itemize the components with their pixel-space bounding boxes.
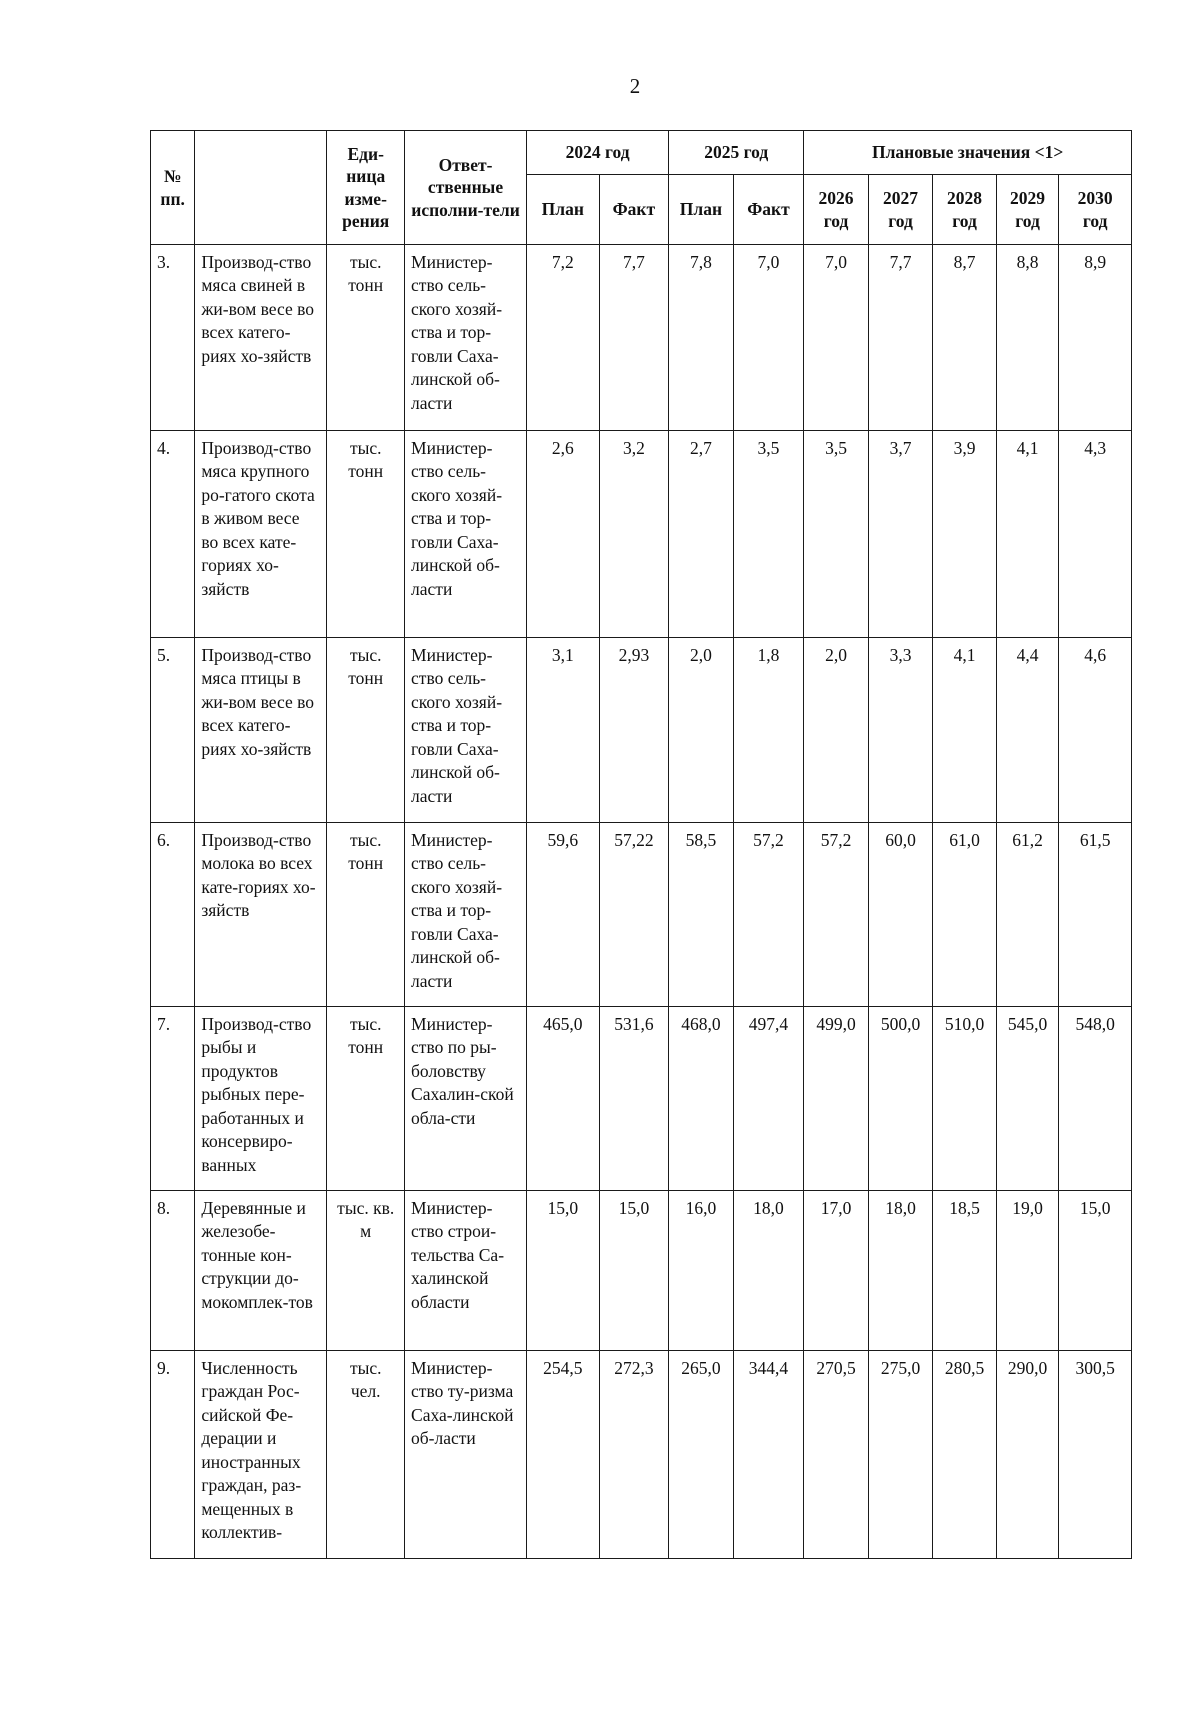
indicator-name: Деревянные и железобе-тонные кон-струкции до-мокомплек-тов: [195, 1191, 327, 1351]
value-2024-plan: 7,2: [527, 245, 600, 431]
value-2028: 4,1: [933, 638, 997, 823]
value-2025-fact: 344,4: [733, 1351, 804, 1559]
value-2025-fact: 18,0: [733, 1191, 804, 1351]
header-name: [195, 131, 327, 245]
value-2025-plan: 2,7: [669, 431, 734, 638]
value-2024-fact: 3,2: [599, 431, 669, 638]
value-2027: 275,0: [868, 1351, 933, 1559]
value-2026: 499,0: [804, 1007, 869, 1191]
indicators-table: [150, 130, 1132, 1559]
value-2028: 510,0: [933, 1007, 997, 1191]
value-2027: 7,7: [868, 245, 933, 431]
executor-cell: Министер-ство сель-ского хозяй-ства и тор-говли Саха-линской об-ласти: [405, 431, 527, 638]
row-number: 8.: [151, 1191, 195, 1351]
value-2027: 18,0: [868, 1191, 933, 1351]
table-row: [151, 823, 1132, 1007]
header-2029: 2029 год: [996, 175, 1059, 245]
value-2029: 545,0: [996, 1007, 1059, 1191]
table-row: [151, 1351, 1132, 1559]
unit-cell: тыс. тонн: [327, 1007, 405, 1191]
header-year-2025: 2025 год: [669, 131, 804, 175]
executor-cell: Министер-ство сель-ского хозяй-ства и тор-говли Саха-линской об-ласти: [405, 245, 527, 431]
value-2030: 15,0: [1059, 1191, 1132, 1351]
value-2030: 8,9: [1059, 245, 1132, 431]
value-2026: 57,2: [804, 823, 869, 1007]
value-2025-fact: 7,0: [733, 245, 804, 431]
value-2028: 61,0: [933, 823, 997, 1007]
row-number: 7.: [151, 1007, 195, 1191]
value-2026: 270,5: [804, 1351, 869, 1559]
row-number: 5.: [151, 638, 195, 823]
table-row: [151, 431, 1132, 638]
row-number: 4.: [151, 431, 195, 638]
value-2025-fact: 1,8: [733, 638, 804, 823]
unit-cell: тыс. тонн: [327, 638, 405, 823]
value-2027: 60,0: [868, 823, 933, 1007]
indicator-name: Производ-ство рыбы и продуктов рыбных пере-работанных и консервиро-ванных: [195, 1007, 327, 1191]
unit-cell: тыс. тонн: [327, 245, 405, 431]
unit-cell: тыс. кв. м: [327, 1191, 405, 1351]
value-2024-plan: 465,0: [527, 1007, 600, 1191]
header-2024-fact: Факт: [599, 175, 669, 245]
value-2029: 61,2: [996, 823, 1059, 1007]
value-2024-plan: 15,0: [527, 1191, 600, 1351]
value-2028: 280,5: [933, 1351, 997, 1559]
executor-cell: Министер-ство по ры-боловству Сахалин-ской обла-сти: [405, 1007, 527, 1191]
table-row: [151, 1007, 1132, 1191]
value-2025-fact: 497,4: [733, 1007, 804, 1191]
value-2030: 61,5: [1059, 823, 1132, 1007]
value-2026: 7,0: [804, 245, 869, 431]
value-2029: 4,4: [996, 638, 1059, 823]
value-2024-plan: 254,5: [527, 1351, 600, 1559]
value-2028: 8,7: [933, 245, 997, 431]
indicator-name: Производ-ство мяса свиней в жи-вом весе во всех катего-риях хо-зяйств: [195, 245, 327, 431]
unit-cell: тыс. тонн: [327, 823, 405, 1007]
value-2029: 4,1: [996, 431, 1059, 638]
value-2026: 2,0: [804, 638, 869, 823]
value-2024-fact: 272,3: [599, 1351, 669, 1559]
value-2029: 290,0: [996, 1351, 1059, 1559]
value-2024-fact: 2,93: [599, 638, 669, 823]
value-2025-plan: 58,5: [669, 823, 734, 1007]
table-row: [151, 638, 1132, 823]
value-2027: 3,3: [868, 638, 933, 823]
unit-cell: тыс. чел.: [327, 1351, 405, 1559]
value-2026: 17,0: [804, 1191, 869, 1351]
value-2030: 4,6: [1059, 638, 1132, 823]
row-number: 9.: [151, 1351, 195, 1559]
value-2025-plan: 265,0: [669, 1351, 734, 1559]
executor-cell: Министер-ство строи-тельства Са-халинской области: [405, 1191, 527, 1351]
header-2028: 2028 год: [933, 175, 997, 245]
value-2024-fact: 531,6: [599, 1007, 669, 1191]
value-2029: 19,0: [996, 1191, 1059, 1351]
header-executor: Ответ-ственные исполни-тели: [405, 131, 527, 245]
executor-cell: Министер-ство сель-ского хозяй-ства и тор-говли Саха-линской об-ласти: [405, 823, 527, 1007]
value-2024-fact: 15,0: [599, 1191, 669, 1351]
header-2025-fact: Факт: [733, 175, 804, 245]
indicator-name: Производ-ство мяса крупного ро-гатого скота в живом весе во всех кате-гориях хо-зяйств: [195, 431, 327, 638]
header-planned-values: Плановые значения <1>: [804, 131, 1132, 175]
value-2025-fact: 57,2: [733, 823, 804, 1007]
header-2024-plan: План: [527, 175, 600, 245]
value-2029: 8,8: [996, 245, 1059, 431]
value-2026: 3,5: [804, 431, 869, 638]
value-2024-fact: 57,22: [599, 823, 669, 1007]
value-2024-plan: 59,6: [527, 823, 600, 1007]
executor-cell: Министер-ство ту-ризма Саха-линской об-ласти: [405, 1351, 527, 1559]
header-2025-plan: План: [669, 175, 734, 245]
table-row: [151, 1191, 1132, 1351]
indicator-name: Производ-ство молока во всех кате-гориях хо-зяйств: [195, 823, 327, 1007]
value-2024-fact: 7,7: [599, 245, 669, 431]
value-2025-plan: 468,0: [669, 1007, 734, 1191]
value-2027: 500,0: [868, 1007, 933, 1191]
header-2027: 2027 год: [868, 175, 933, 245]
value-2030: 300,5: [1059, 1351, 1132, 1559]
value-2030: 548,0: [1059, 1007, 1132, 1191]
header-unit: Еди-ница изме-рения: [327, 131, 405, 245]
header-year-2024: 2024 год: [527, 131, 669, 175]
value-2027: 3,7: [868, 431, 933, 638]
table-row: [151, 245, 1132, 431]
indicator-name: Производ-ство мяса птицы в жи-вом весе во всех катего-риях хо-зяйств: [195, 638, 327, 823]
value-2028: 18,5: [933, 1191, 997, 1351]
header-2030: 2030 год: [1059, 175, 1132, 245]
row-number: 6.: [151, 823, 195, 1007]
value-2025-plan: 2,0: [669, 638, 734, 823]
unit-cell: тыс. тонн: [327, 431, 405, 638]
row-number: 3.: [151, 245, 195, 431]
value-2025-plan: 7,8: [669, 245, 734, 431]
value-2028: 3,9: [933, 431, 997, 638]
page-number: 2: [629, 74, 641, 98]
value-2025-fact: 3,5: [733, 431, 804, 638]
value-2024-plan: 3,1: [527, 638, 600, 823]
table-header-row: [151, 131, 1132, 175]
value-2025-plan: 16,0: [669, 1191, 734, 1351]
header-2026: 2026 год: [804, 175, 869, 245]
header-num: № пп.: [151, 131, 195, 245]
value-2024-plan: 2,6: [527, 431, 600, 638]
value-2030: 4,3: [1059, 431, 1132, 638]
indicator-name: Численность граждан Рос-сийской Фе-дерации и иностранных граждан, раз-мещенных в коллектив-: [195, 1351, 327, 1559]
executor-cell: Министер-ство сель-ского хозяй-ства и тор-говли Саха-линской об-ласти: [405, 638, 527, 823]
